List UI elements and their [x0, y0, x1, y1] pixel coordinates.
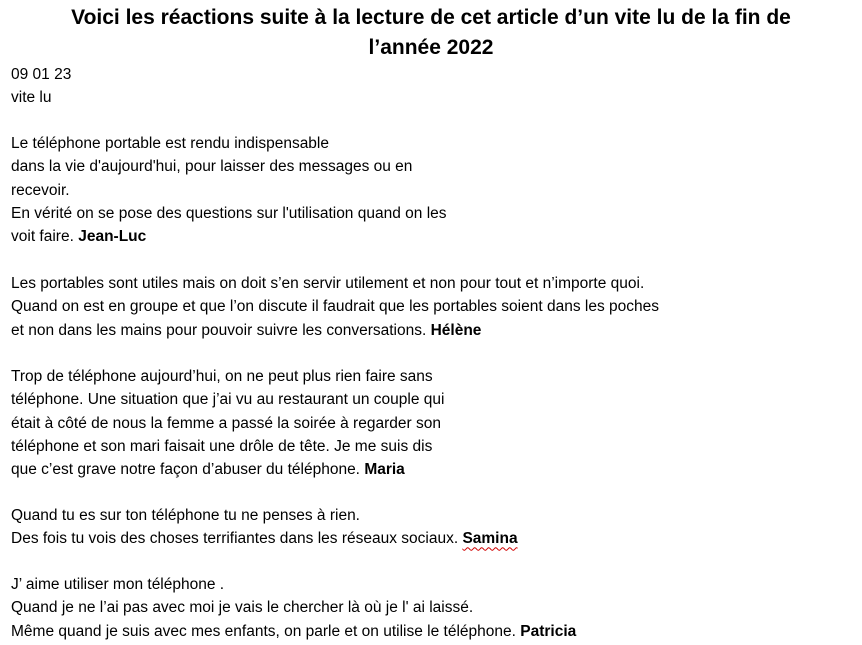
author-name: Hélène: [430, 321, 482, 339]
author-name: Maria: [364, 461, 405, 479]
reaction-line: Quand je ne l’ai pas avec moi je vais le chercher là où je l' ai laissé.: [11, 599, 474, 617]
reaction-line: Trop de téléphone aujourd’hui, on ne peut plus rien faire sans: [11, 368, 433, 385]
reaction-line: était à côté de nous la femme a passé la soirée à regarder son: [11, 414, 441, 432]
author-name: Jean-Luc: [78, 228, 147, 246]
reaction-text: Des fois tu vois des choses terrifiantes dans les réseaux sociaux.: [11, 530, 463, 548]
title-line-2: l’année 2022: [368, 36, 494, 59]
author-name: Samina: [462, 530, 518, 548]
reaction-line: téléphone et son mari faisait une drôle de tête. Je me suis dis: [11, 437, 433, 455]
reaction-line: téléphone. Une situation que j’ai vu au restaurant un couple qui: [11, 391, 445, 409]
reaction-line: Le téléphone portable est rendu indispensable: [11, 135, 329, 152]
reaction-patricia: [11, 573, 576, 643]
reaction-line: Quand tu es sur ton téléphone tu ne penses à rien.: [11, 507, 360, 524]
reaction-text: et non dans les mains pour pouvoir suivre les conversations.: [11, 321, 431, 339]
reaction-text: que c’est grave notre façon d’abuser du téléphone.: [11, 461, 365, 479]
author-name: Patricia: [520, 622, 577, 640]
reaction-line: J’ aime utiliser mon téléphone .: [11, 576, 225, 593]
reaction-maria: [11, 365, 444, 481]
reaction-line: Quand on est en groupe et que l’on discute il faudrait que les portables soient dans les poches: [11, 298, 659, 316]
reaction-line-last: [11, 527, 518, 550]
document-title: [0, 3, 862, 63]
title-line-1: Voici les réactions suite à la lecture de cet article d’un vite lu de la fin de: [71, 6, 791, 29]
reaction-line: recevoir.: [11, 181, 70, 199]
reaction-line-last: [11, 225, 447, 248]
reaction-samina: [11, 504, 518, 551]
document-source: vite lu: [11, 89, 52, 106]
reaction-line-last: [11, 319, 659, 342]
reaction-helene: [11, 272, 659, 342]
reaction-line: dans la vie d'aujourd'hui, pour laisser des messages ou en: [11, 158, 413, 176]
reaction-line: Les portables sont utiles mais on doit s’en servir utilement et non pour tout et n’importe quoi.: [11, 275, 645, 292]
reaction-jean-luc: [11, 132, 447, 248]
document-date: 09 01 23: [11, 66, 72, 83]
reaction-text: voit faire.: [11, 228, 79, 246]
reaction-line-last: [11, 458, 444, 481]
reaction-text: Même quand je suis avec mes enfants, on parle et on utilise le téléphone.: [11, 622, 521, 640]
reaction-line-last: [11, 620, 576, 643]
reaction-line: En vérité on se pose des questions sur l'utilisation quand on les: [11, 204, 447, 222]
